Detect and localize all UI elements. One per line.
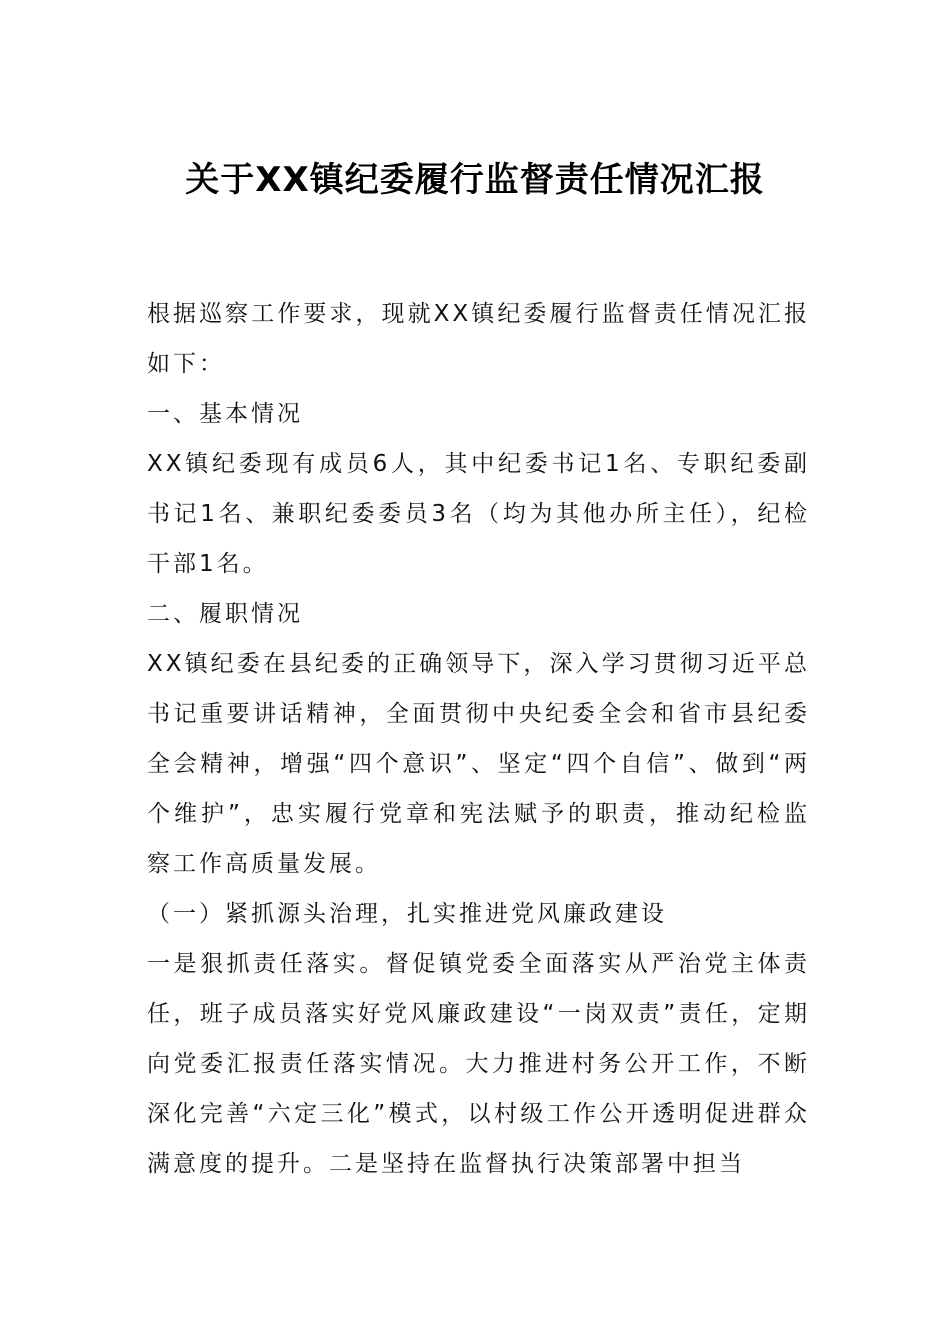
subsection-heading-1: （一）紧抓源头治理，扎实推进党风廉政建设 <box>147 901 667 927</box>
duties-paragraph: XX镇纪委在县纪委的正确领导下，深入学习贯彻习近平总书记重要讲话精神，全面贯彻中央纪委全会和省市县纪委全会精神，增强“四个意识”、坚定“四个自信”、做到“两个维护”，忠实履行党章和宪法赋予的职责，推动纪检监察工作高质量发展。 <box>147 651 810 877</box>
subsection-paragraph-1: 一是狠抓责任落实。督促镇党委全面落实从严治党主体责任，班子成员落实好党风廉政建设“一岗双责”责任，定期向党委汇报责任落实情况。大力推进村务公开工作，不断深化完善“六定三化”模式，以村级工作公开透明促进群众满意度的提升。二是坚持在监督执行决策部署中担当 <box>147 951 810 1177</box>
document-body <box>147 289 810 1189</box>
section-heading-duties: 二、履职情况 <box>147 601 303 627</box>
intro-paragraph: 根据巡察工作要求，现就XX镇纪委履行监督责任情况汇报如下： <box>147 301 810 377</box>
document-title: 关于XX镇纪委履行监督责任情况汇报 <box>185 160 765 200</box>
section-heading-basic: 一、基本情况 <box>147 401 303 427</box>
basic-info-paragraph: XX镇纪委现有成员6人，其中纪委书记1名、专职纪委副书记1名、兼职纪委委员3名（均为其他办所主任），纪检干部1名。 <box>147 451 810 577</box>
